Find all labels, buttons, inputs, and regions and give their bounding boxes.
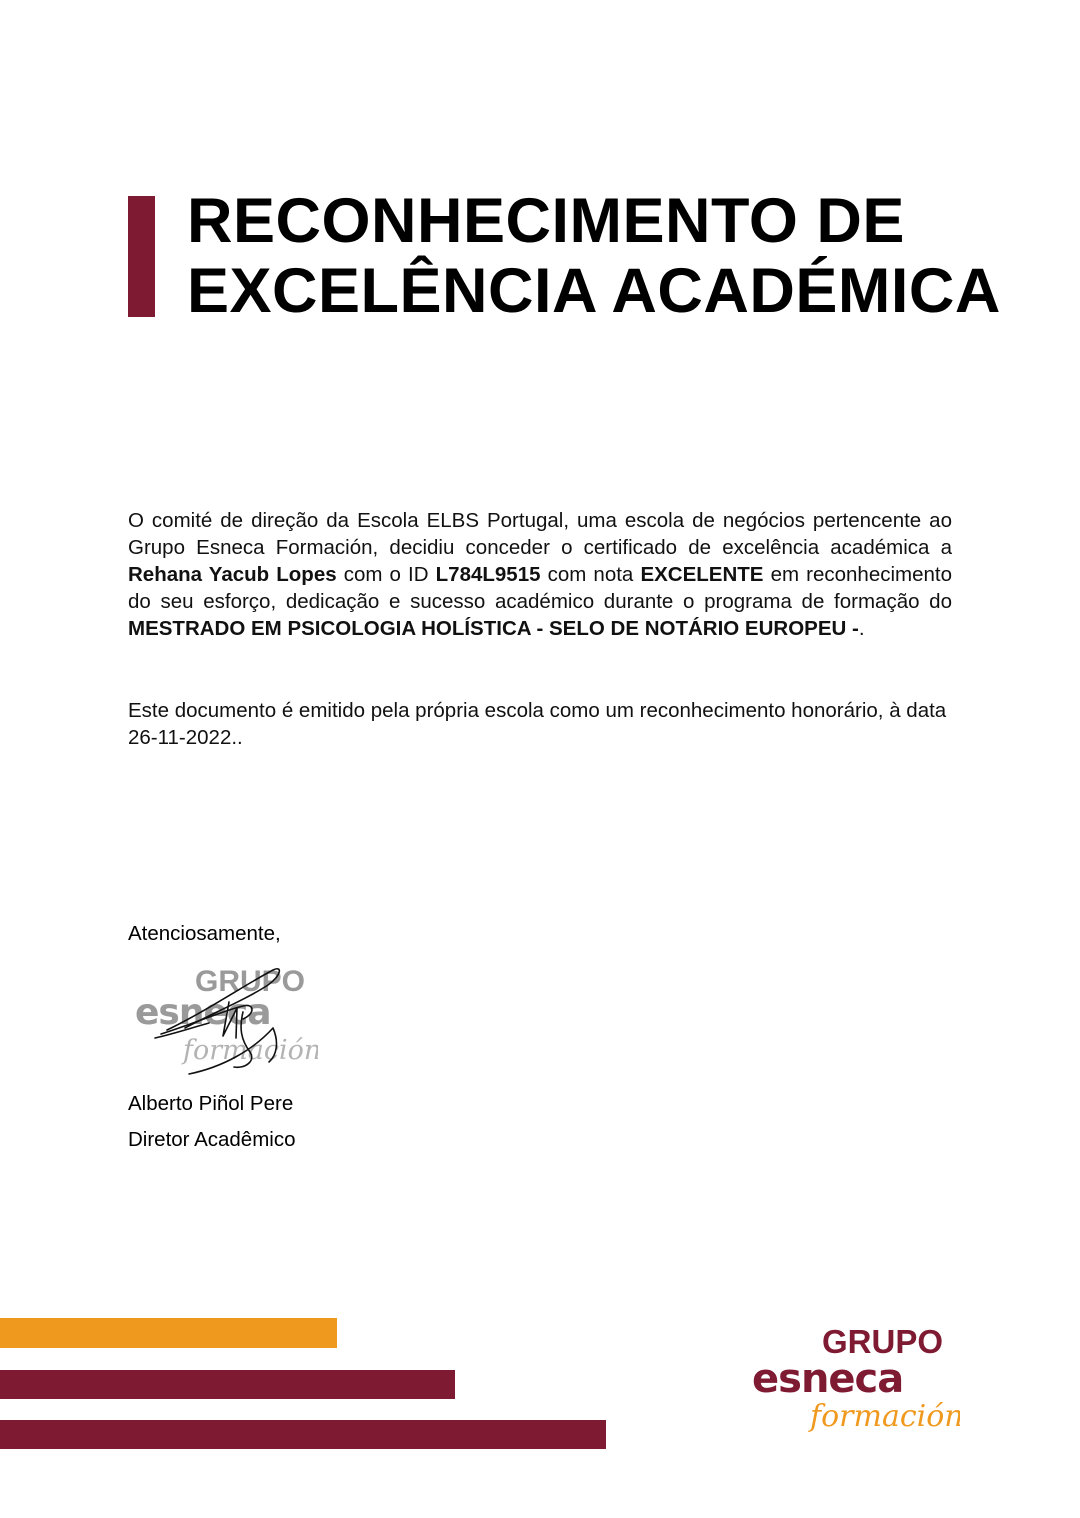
signer-name: Alberto Piñol Pere (128, 1092, 294, 1115)
grade: EXCELENTE (640, 563, 764, 586)
award-text-3: com nota (540, 563, 641, 586)
signer-role: Diretor Acadêmico (128, 1128, 296, 1151)
decorative-stripe-maroon-short (0, 1370, 455, 1399)
program-name: MESTRADO EM PSICOLOGIA HOLÍSTICA - SELO DE NOTÁRIO EUROPEU - (128, 617, 859, 640)
stamp-grupo-text: GRUPO (195, 965, 306, 998)
student-id: L784L9515 (435, 563, 541, 586)
issue-paragraph: Este documento é emitido pela própria escola como um reconhecimento honorário, à data 26-11-2022.. (128, 699, 947, 749)
decorative-stripe-orange (0, 1318, 337, 1348)
award-paragraph (128, 507, 952, 642)
logo-formacion-text: formación (810, 1399, 960, 1434)
decorative-stripe-maroon-long (0, 1420, 606, 1449)
document-title (187, 186, 1047, 326)
stamp-formacion-text: formación (183, 1035, 318, 1066)
student-name: Rehana Yacub Lopes (128, 563, 337, 586)
stamp-and-signature-graphic (133, 958, 318, 1083)
logo-graphic (750, 1320, 960, 1455)
title-line-1: RECONHECIMENTO DE (187, 186, 905, 256)
closing-salutation: Atenciosamente, (128, 922, 281, 945)
award-text-1: O comité de direção da Escola ELBS Portugal, uma escola de negócios pertencente ao Grupo Esneca Formación, decidiu conceder o certificado de excelência académica a (128, 509, 952, 559)
title-line-2: EXCELÊNCIA ACADÉMICA (187, 256, 1001, 326)
grupo-esneca-logo (750, 1320, 960, 1455)
award-text-2: com o ID (336, 563, 436, 586)
title-accent-bar (128, 196, 155, 317)
award-text-5: . (858, 617, 865, 640)
logo-esneca-text: esneca (752, 1356, 904, 1402)
award-text-4: em reconhecimento do seu esforço, dedicação e sucesso académico durante o programa de formação do (128, 563, 952, 613)
logo-grupo-text: GRUPO (822, 1323, 944, 1360)
signature-stamp (133, 958, 318, 1083)
stamp-esneca-text: esneca (135, 992, 271, 1033)
